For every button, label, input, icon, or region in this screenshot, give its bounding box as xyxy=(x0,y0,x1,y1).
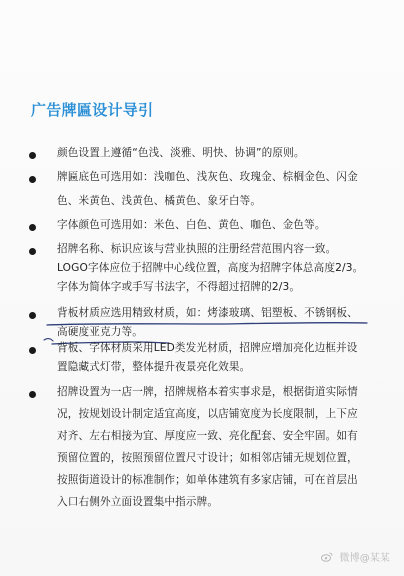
list-item-text: 牌匾底色可选用如：浅咖色、浅灰色、玫瑰金、棕榈金色、闪金 xyxy=(57,171,358,183)
bullet-icon xyxy=(29,152,36,159)
bullet-icon xyxy=(29,176,36,183)
bullet-icon xyxy=(29,312,36,319)
bullet-icon xyxy=(29,248,36,255)
list-item-text: 颜色设置上遵循“色浅、淡雅、明快、协调”的原则。 xyxy=(57,147,305,159)
bullet-icon xyxy=(29,347,36,354)
list-item-text: 招牌名称、标识应该与营业执照的注册经营范围内容一致。 xyxy=(57,243,337,255)
watermark-text: 微博@某某 xyxy=(339,553,390,564)
watermark xyxy=(321,549,390,564)
list-item-text: 字体颜色可选用如：米色、白色、黄色、咖色、金色等。 xyxy=(57,219,326,231)
list-item-text: 高硬度亚克力等。 xyxy=(57,326,143,338)
bullet-icon xyxy=(29,391,36,398)
weibo-logo-icon xyxy=(321,552,333,562)
list-item-text: 置隐藏式灯带，整体提升夜景亮化效果。 xyxy=(57,361,251,373)
list-item-text: 背板、字体材质采用LED类发光材质，招牌应增加亮化边框并设 xyxy=(57,342,358,354)
list-item-text: 入口右侧外立面设置集中指示牌。 xyxy=(57,496,219,508)
list-item-text: 背板材质应选用精致材质，如：烤漆玻璃、铝塑板、不锈钢板、 xyxy=(57,307,358,319)
list-item-text: 况，按规划设计制定适宜高度，以店铺宽度为长度限制，上下应 xyxy=(57,408,358,420)
list-item-text: 对齐、左右相接为宜、厚度应一致、亮化配套、安全牢固。如有 xyxy=(57,430,358,442)
page-title: 广告牌匾设计导引 xyxy=(31,101,154,119)
list-item-text: LOGO字体应位于招牌中心线位置，高度为招牌字体总高度2/3。 xyxy=(57,262,364,274)
bullet-icon xyxy=(29,224,36,231)
list-item-text: 按照街道设计的标准制作；如单体建筑有多家店铺，可在首层出 xyxy=(57,474,358,486)
list-item-text: 色、米黄色、浅黄色、橘黄色、象牙白等。 xyxy=(57,195,262,207)
list-item-text: 字体为简体字或手写书法字，不得超过招牌的2/3。 xyxy=(57,281,301,293)
list-item-text: 招牌设置为一店一牌，招牌规格本着实事求是，根据街道实际情 xyxy=(57,386,358,398)
list-item-text: 预留位置的，按照预留位置尺寸设计；如相邻店铺无规划位置， xyxy=(57,452,358,464)
